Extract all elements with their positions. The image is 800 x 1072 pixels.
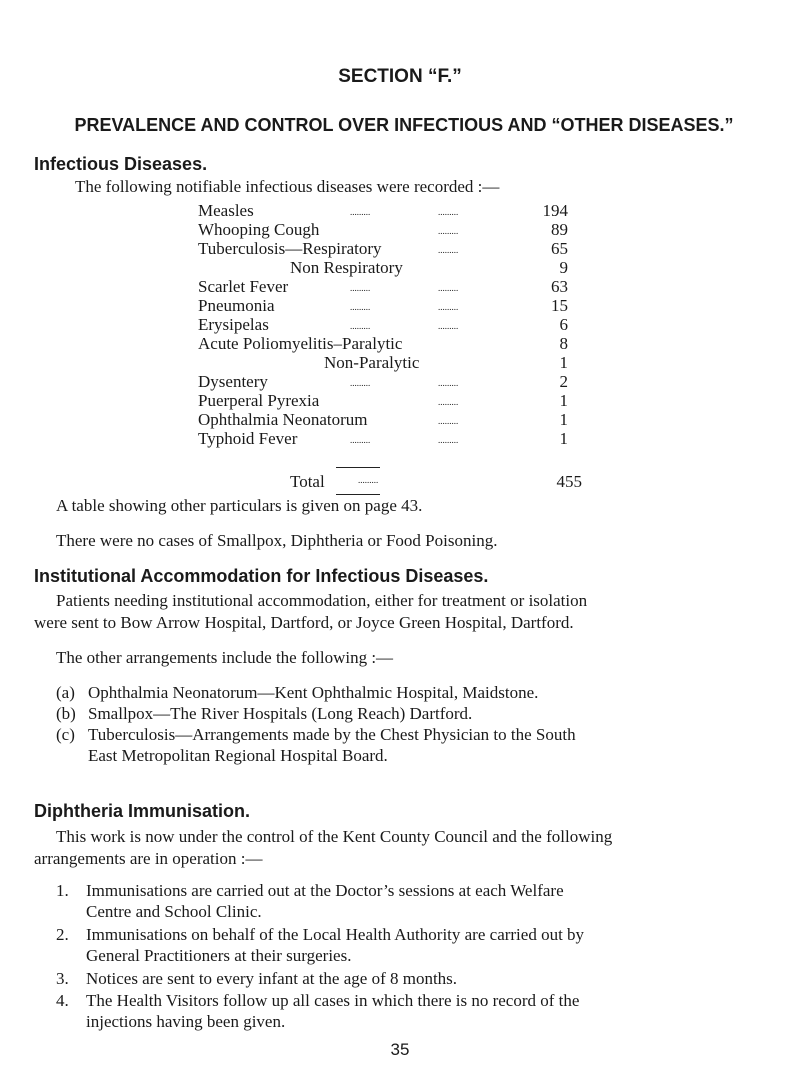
total-value: 455 <box>556 472 582 491</box>
disease-count: 89 <box>551 220 568 239</box>
disease-name: Ophthalmia Neonatorum <box>198 410 368 429</box>
list-text: East Metropolitan Regional Hospital Board. <box>88 746 388 765</box>
table-row <box>198 220 590 239</box>
list-marker: (a) <box>56 683 75 702</box>
disease-name: Non Respiratory <box>290 258 403 277</box>
arrangements-intro: The other arrangements include the following :— <box>56 648 394 667</box>
list-text: Immunisations are carried out at the Doctor’s sessions at each Welfare <box>86 881 564 900</box>
leader-dots: ......... <box>438 378 459 388</box>
accommodation-para-line2: were sent to Bow Arrow Hospital, Dartford, or Joyce Green Hospital, Dartford. <box>34 613 574 632</box>
table-row <box>198 239 590 258</box>
leader-dots: ......... <box>350 207 371 217</box>
no-cases-note: There were no cases of Smallpox, Diphtheria or Food Poisoning. <box>56 531 498 550</box>
table-row <box>198 201 590 220</box>
disease-name: Tuberculosis—Respiratory <box>198 239 382 258</box>
disease-count: 1 <box>559 410 568 429</box>
table-row <box>198 296 590 315</box>
leader-dots: ......... <box>350 302 371 312</box>
leader-dots: ......... <box>438 416 459 426</box>
immunisation-heading: Diphtheria Immunisation. <box>34 801 251 821</box>
disease-name: Scarlet Fever <box>198 277 289 296</box>
disease-name: Typhoid Fever <box>198 429 298 448</box>
list-marker: 3. <box>56 969 69 988</box>
leader-dots: ......... <box>438 283 459 293</box>
leader-dots: ......... <box>438 207 459 217</box>
table-row <box>198 372 590 391</box>
total-rule-top <box>336 467 380 468</box>
disease-count: 63 <box>551 277 568 296</box>
list-marker: 1. <box>56 881 69 900</box>
disease-count: 65 <box>551 239 568 258</box>
disease-count: 1 <box>559 429 568 448</box>
list-item <box>56 724 776 766</box>
list-item <box>56 990 776 1032</box>
list-text: Immunisations on behalf of the Local Health Authority are carried out by <box>86 925 585 944</box>
list-marker: 2. <box>56 925 69 944</box>
list-item <box>56 924 776 966</box>
list-text: Notices are sent to every infant at the age of 8 months. <box>86 969 458 988</box>
table-row <box>198 353 590 372</box>
list-text: Centre and School Clinic. <box>86 902 262 921</box>
list-text: The Health Visitors follow up all cases in which there is no record of the <box>86 991 580 1010</box>
infectious-intro: The following notifiable infectious diseases were recorded :— <box>75 177 500 196</box>
leader-dots: ......... <box>350 435 371 445</box>
leader-dots: ......... <box>358 475 379 485</box>
disease-table <box>198 201 590 448</box>
leader-dots: ......... <box>350 283 371 293</box>
table-row <box>198 391 590 410</box>
leader-dots: ......... <box>350 378 371 388</box>
section-heading: SECTION “F.” <box>338 66 462 87</box>
disease-name: Non-Paralytic <box>324 353 420 372</box>
list-text: injections having been given. <box>86 1012 286 1031</box>
table-row <box>198 429 590 448</box>
disease-count: 15 <box>551 296 568 315</box>
disease-name: Measles <box>198 201 254 220</box>
table-row <box>198 410 590 429</box>
table-row <box>198 315 590 334</box>
list-marker: (c) <box>56 725 75 744</box>
accommodation-heading: Institutional Accommodation for Infectious Diseases. <box>34 566 489 586</box>
table-row <box>198 258 590 277</box>
table-row <box>198 334 590 353</box>
list-item <box>56 880 776 922</box>
list-text: Smallpox—The River Hospitals (Long Reach) Dartford. <box>88 704 473 723</box>
disease-name: Puerperal Pyrexia <box>198 391 320 410</box>
leader-dots: ......... <box>438 435 459 445</box>
infectious-diseases-heading: Infectious Diseases. <box>34 154 208 174</box>
leader-dots: ......... <box>438 226 459 236</box>
list-text: General Practitioners at their surgeries. <box>86 946 352 965</box>
leader-dots: ......... <box>438 302 459 312</box>
disease-count: 6 <box>559 315 568 334</box>
list-marker: (b) <box>56 704 76 723</box>
disease-count: 9 <box>559 258 568 277</box>
immunisation-intro-line2: arrangements are in operation :— <box>34 849 263 868</box>
list-text: Tuberculosis—Arrangements made by the Chest Physician to the South <box>88 725 576 744</box>
leader-dots: ......... <box>438 321 459 331</box>
table-note: A table showing other particulars is given on page 43. <box>56 496 423 515</box>
accommodation-para-line1: Patients needing institutional accommodation, either for treatment or isolation <box>56 591 588 610</box>
disease-name: Pneumonia <box>198 296 275 315</box>
disease-count: 2 <box>559 372 568 391</box>
page-number: 35 <box>390 1040 410 1059</box>
table-row <box>198 277 590 296</box>
total-label: Total <box>290 472 325 491</box>
list-text: Ophthalmia Neonatorum—Kent Ophthalmic Hospital, Maidstone. <box>88 683 539 702</box>
leader-dots: ......... <box>350 321 371 331</box>
disease-name: Erysipelas <box>198 315 269 334</box>
disease-count: 1 <box>559 353 568 372</box>
page-title: PREVALENCE AND CONTROL OVER INFECTIOUS AND “OTHER DISEASES.” <box>74 115 734 135</box>
leader-dots: ......... <box>438 397 459 407</box>
disease-count: 194 <box>542 201 568 220</box>
disease-name: Dysentery <box>198 372 268 391</box>
disease-name: Whooping Cough <box>198 220 320 239</box>
disease-count: 8 <box>559 334 568 353</box>
list-marker: 4. <box>56 991 69 1010</box>
leader-dots: ......... <box>438 245 459 255</box>
disease-name: Acute Poliomyelitis–Paralytic <box>198 334 403 353</box>
immunisation-intro-line1: This work is now under the control of the Kent County Council and the following <box>56 827 613 846</box>
disease-count: 1 <box>559 391 568 410</box>
